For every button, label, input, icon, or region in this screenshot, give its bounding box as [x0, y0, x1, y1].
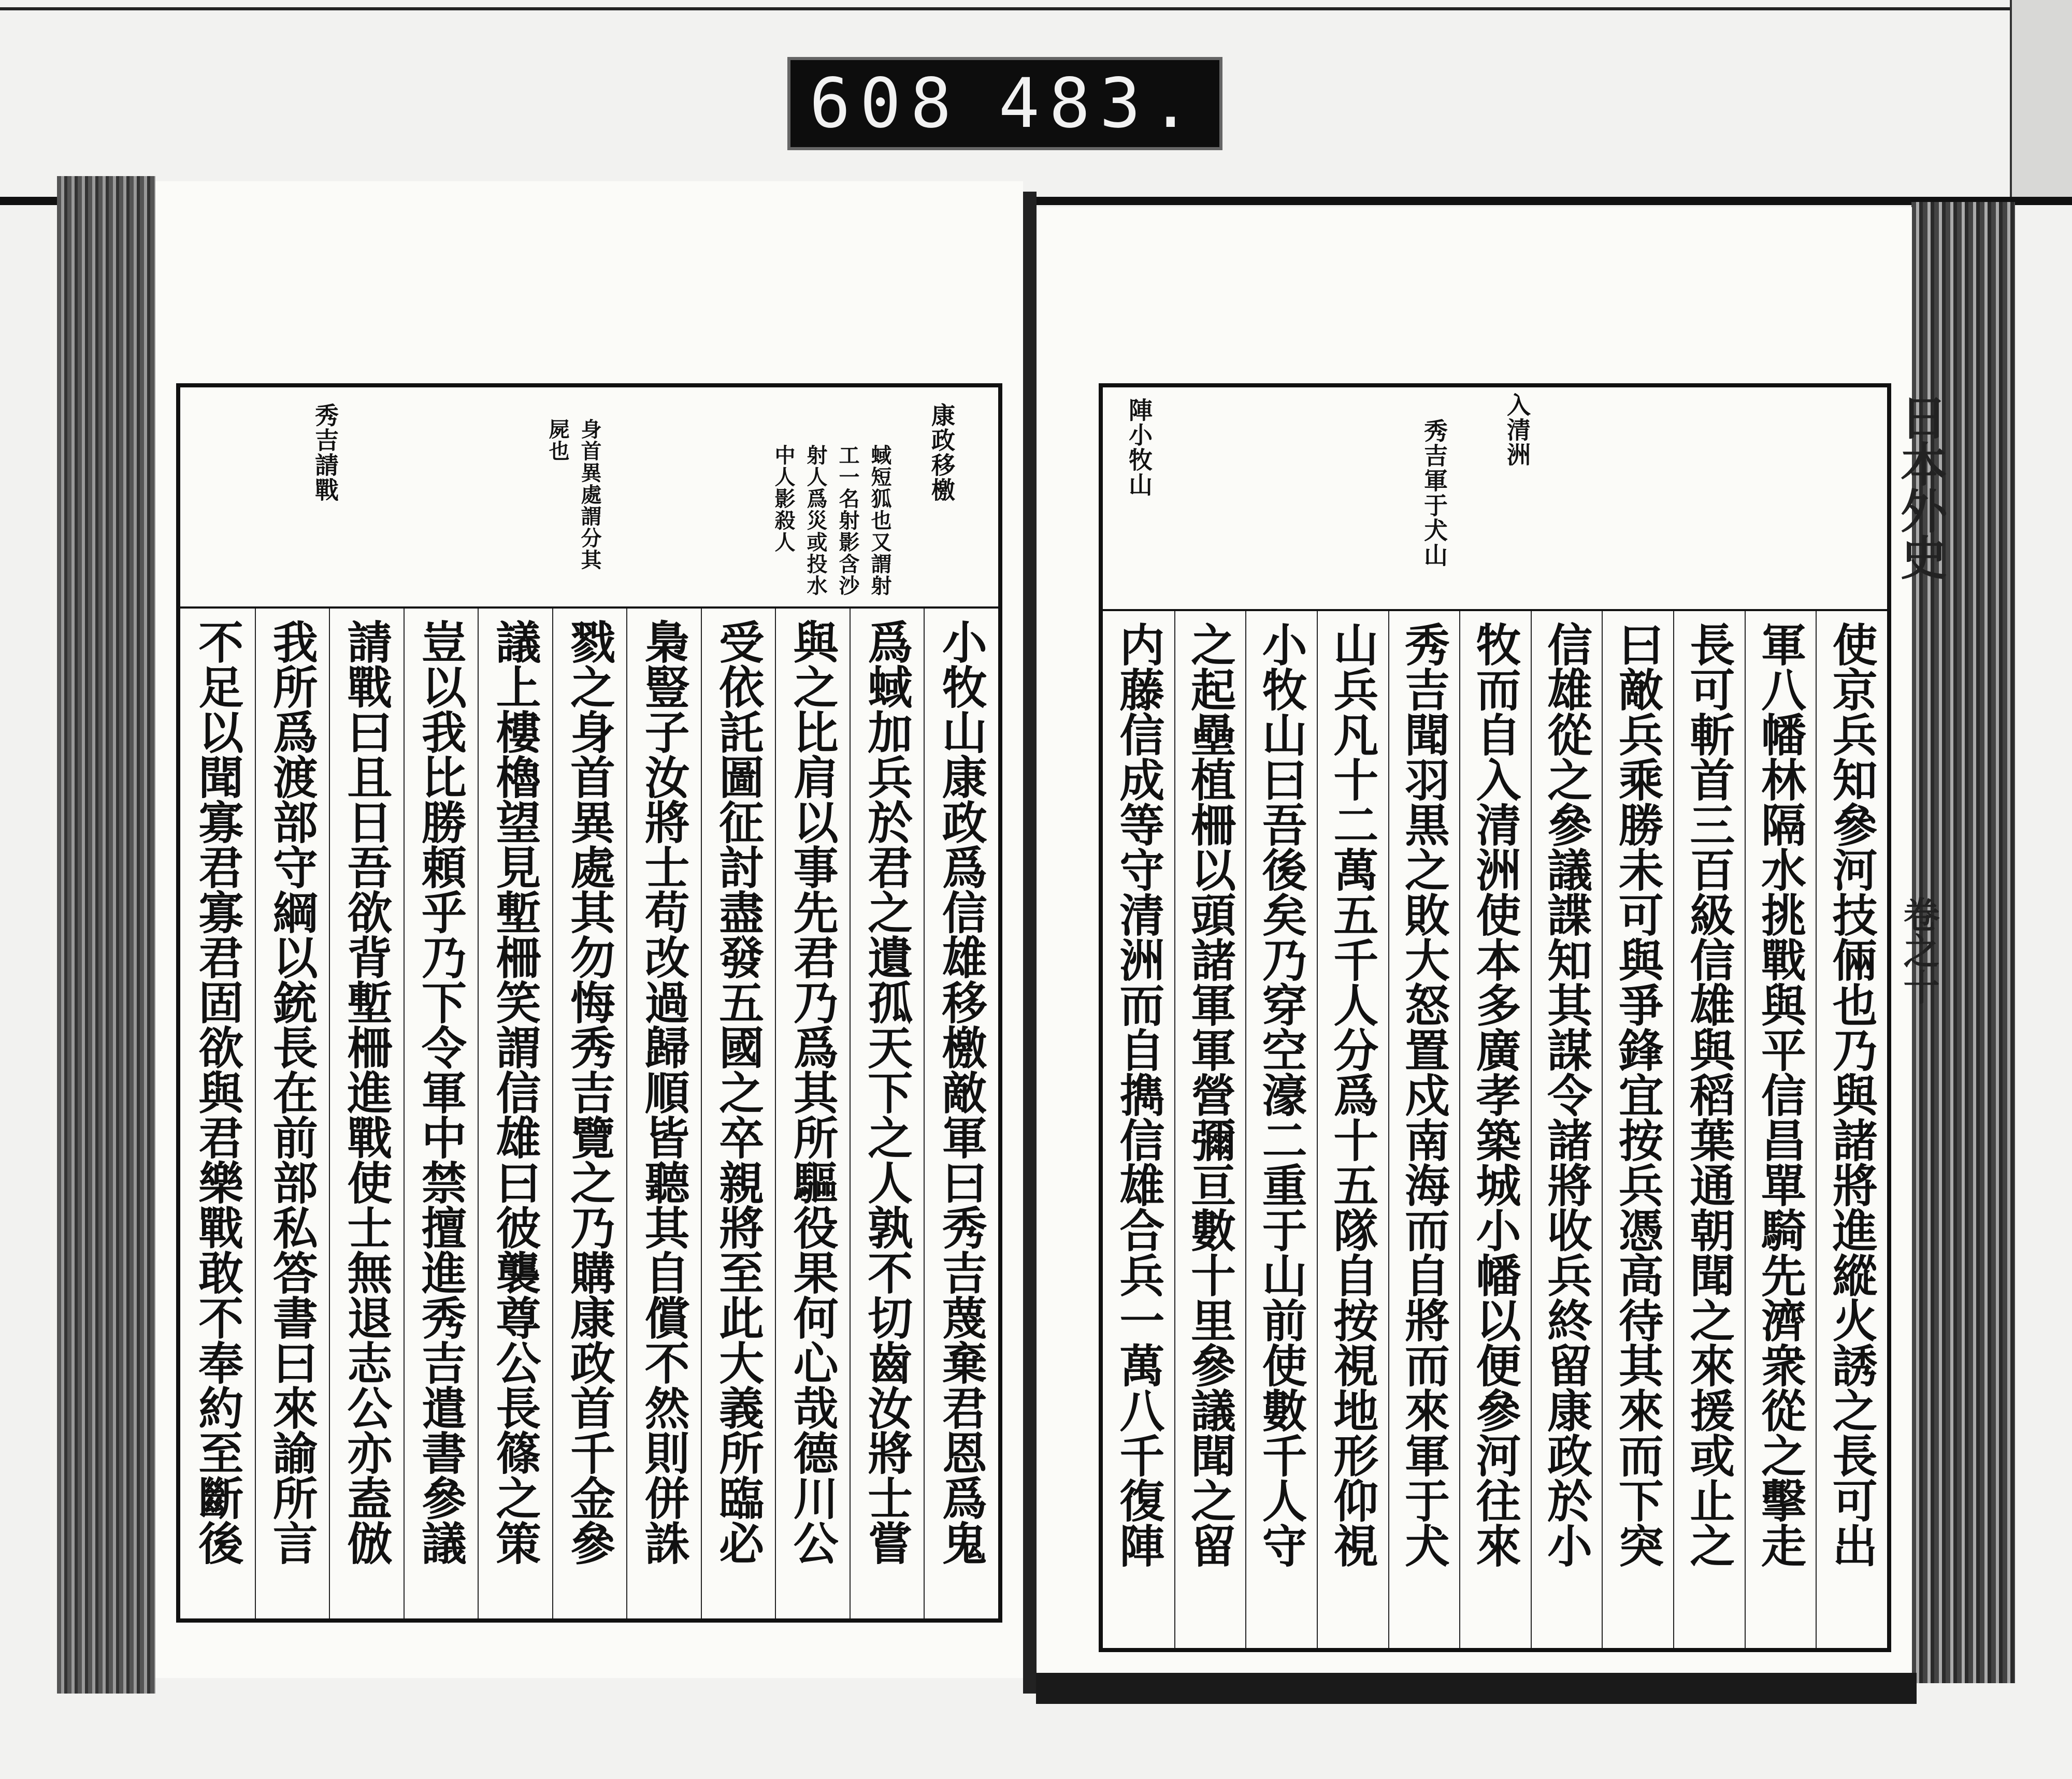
headnote-heading: 入清洲 — [1503, 393, 1531, 467]
column-rule — [404, 609, 405, 1618]
left-page — [155, 181, 1023, 1678]
headnote-line-text: 屍也 — [545, 418, 570, 462]
text-column — [1103, 611, 1174, 1648]
headnote-line-text: 蜮短狐也又謂射 — [868, 444, 892, 597]
headnote-line — [574, 418, 605, 638]
text-column-content: 之起壘植柵以頭諸軍軍營彌亘數十里參議聞之留 — [1183, 621, 1236, 1568]
scan-id-label — [787, 57, 1222, 150]
column-rule — [1531, 611, 1532, 1648]
column-rule — [478, 609, 479, 1618]
text-column — [924, 609, 998, 1618]
text-column-content: 小牧山康政爲信雄移檄敵軍曰秀吉蔑棄君恩爲鬼 — [934, 619, 988, 1565]
column-rule — [1174, 611, 1175, 1648]
text-column-content: 軍八幡林隔水挑戰與平信昌單騎先濟衆從之擊走 — [1753, 621, 1807, 1568]
text-column — [1745, 611, 1816, 1648]
column-rule — [1816, 611, 1817, 1648]
book-fore-edge-left — [57, 176, 155, 1694]
column-rule — [850, 609, 851, 1618]
right-page — [1037, 207, 1947, 1678]
text-column — [850, 609, 924, 1618]
column-rule — [924, 609, 925, 1618]
column-rule — [329, 609, 330, 1618]
left-headnote-band — [176, 383, 1002, 609]
scan-id-right-number: 483. — [998, 64, 1201, 143]
column-rule — [552, 609, 553, 1618]
text-column — [1459, 611, 1531, 1648]
headnote-heading: 康政移檄 — [928, 403, 956, 502]
headnote-line-text: 身首異處謂分其 — [578, 418, 602, 571]
scan-id-left-number: 608 — [809, 64, 961, 143]
text-column-content: 山兵凡十二萬五千人分爲十五隊自按視地形仰視 — [1326, 621, 1379, 1568]
headnote-hideyoshi-seisen — [310, 403, 341, 622]
text-column — [701, 609, 775, 1618]
text-column — [404, 609, 478, 1618]
column-rule — [1745, 611, 1746, 1648]
column-rule — [701, 609, 702, 1618]
book-spine — [1023, 192, 1037, 1694]
scan-background-corner — [2010, 0, 2072, 197]
text-column-content: 小牧山曰吾後矣乃穿空濠二重于山前使數千人守 — [1254, 621, 1308, 1568]
text-column-content: 不足以聞寡君寡君固欲與君樂戰敢不奉約至斷後 — [191, 619, 244, 1565]
headnote-kiyosu — [1497, 393, 1538, 614]
text-column-content: 信雄從之參議諜知其謀令諸將收兵終留康政於小 — [1539, 621, 1593, 1568]
right-headnote-band — [1099, 383, 1891, 611]
text-column-content: 爲蜮加兵於君之遺孤天下之人孰不切齒汝將士嘗 — [860, 619, 914, 1565]
column-rule — [1245, 611, 1246, 1648]
column-rule — [1602, 611, 1603, 1648]
headnote-heading: 秀吉請戰 — [311, 403, 339, 502]
text-column-content: 豈以我比勝頼乎乃下令軍中禁擅進秀吉遣書參議 — [413, 619, 467, 1565]
left-main-text-frame — [176, 606, 1002, 1623]
headnote-line-text: 中人影殺人 — [771, 444, 796, 553]
text-column — [478, 609, 552, 1618]
text-column-content: 我所爲渡部守綱以銃長在前部私答書曰來諭所言 — [265, 619, 319, 1565]
headnote-line — [542, 418, 573, 638]
text-column — [1174, 611, 1246, 1648]
headnote-kosei-ikatsu — [895, 403, 988, 622]
column-rule — [255, 609, 256, 1618]
text-column — [1317, 611, 1388, 1648]
column-rule — [1388, 611, 1389, 1648]
text-column — [1245, 611, 1317, 1648]
text-column-content: 使京兵知參河技倆也乃與諸將進縱火誘之長可出 — [1824, 621, 1878, 1568]
column-rule — [775, 609, 776, 1618]
headnote-line-text: 工一名射影含沙 — [836, 444, 860, 597]
headnote-heading: 秀吉軍于犬山 — [1420, 418, 1448, 568]
column-rule — [1317, 611, 1318, 1648]
text-column-content: 戮之身首異處其勿悔秀吉覽之乃購康政首千金參 — [562, 619, 616, 1565]
text-column-content: 長可斬首三百級信雄與稻葉通朝聞之來援或止之 — [1682, 621, 1736, 1568]
text-column — [255, 609, 329, 1618]
text-column-content: 受依託圖征討盡發五國之卒親將至此大義所臨必 — [711, 619, 765, 1565]
column-rule — [1459, 611, 1460, 1648]
text-column-content: 與之比肩以事先君乃爲其所驅役果何心哉德川公 — [785, 619, 839, 1565]
text-column-content: 請戰曰且日吾欲背塹柵進戰使士無退志公亦盍倣 — [339, 619, 393, 1565]
headnote-heading: 陣小牧山 — [1125, 398, 1153, 497]
text-column-content: 梟豎子汝將士苟改過歸順皆聽其自償不然則併誅 — [637, 619, 690, 1565]
text-column-content: 秀吉聞羽黒之敗大怒置戍南海而自將而來軍于犬 — [1397, 621, 1450, 1568]
scan-border-line — [0, 7, 2072, 10]
scan-bottom-shadow — [1036, 1673, 1917, 1704]
margin-title: 日本外史 — [1892, 394, 1947, 580]
text-column — [1388, 611, 1460, 1648]
text-column-content: 牧而自入清洲使本多廣孝築城小幡以便參河往來 — [1468, 621, 1522, 1568]
text-column — [1673, 611, 1745, 1648]
text-column — [1816, 611, 1887, 1648]
text-column — [329, 609, 404, 1618]
text-column — [552, 609, 627, 1618]
text-column-content: 議上樓櫓望見塹柵笑謂信雄曰彼襲尊公長篠之策 — [488, 619, 542, 1565]
text-column-content: 曰敵兵乘勝未可與爭鋒宜按兵憑高待其來而下突 — [1610, 621, 1664, 1568]
text-column — [1602, 611, 1673, 1648]
text-column — [180, 609, 255, 1618]
volume-label: 卷之十 — [1897, 896, 1940, 1005]
headnote-line-text: 射人爲災或投水 — [803, 444, 828, 597]
right-main-text-frame — [1099, 609, 1891, 1652]
headnote-inuyama — [1414, 418, 1455, 640]
text-column — [626, 609, 701, 1618]
column-rule — [1673, 611, 1674, 1648]
text-column — [1531, 611, 1602, 1648]
column-rule — [626, 609, 627, 1618]
headnote-komaki-jin — [1118, 398, 1160, 619]
text-column — [775, 609, 850, 1618]
text-column-content: 内藤信成等守清洲而自擕信雄合兵一萬八千復陣 — [1112, 621, 1166, 1568]
